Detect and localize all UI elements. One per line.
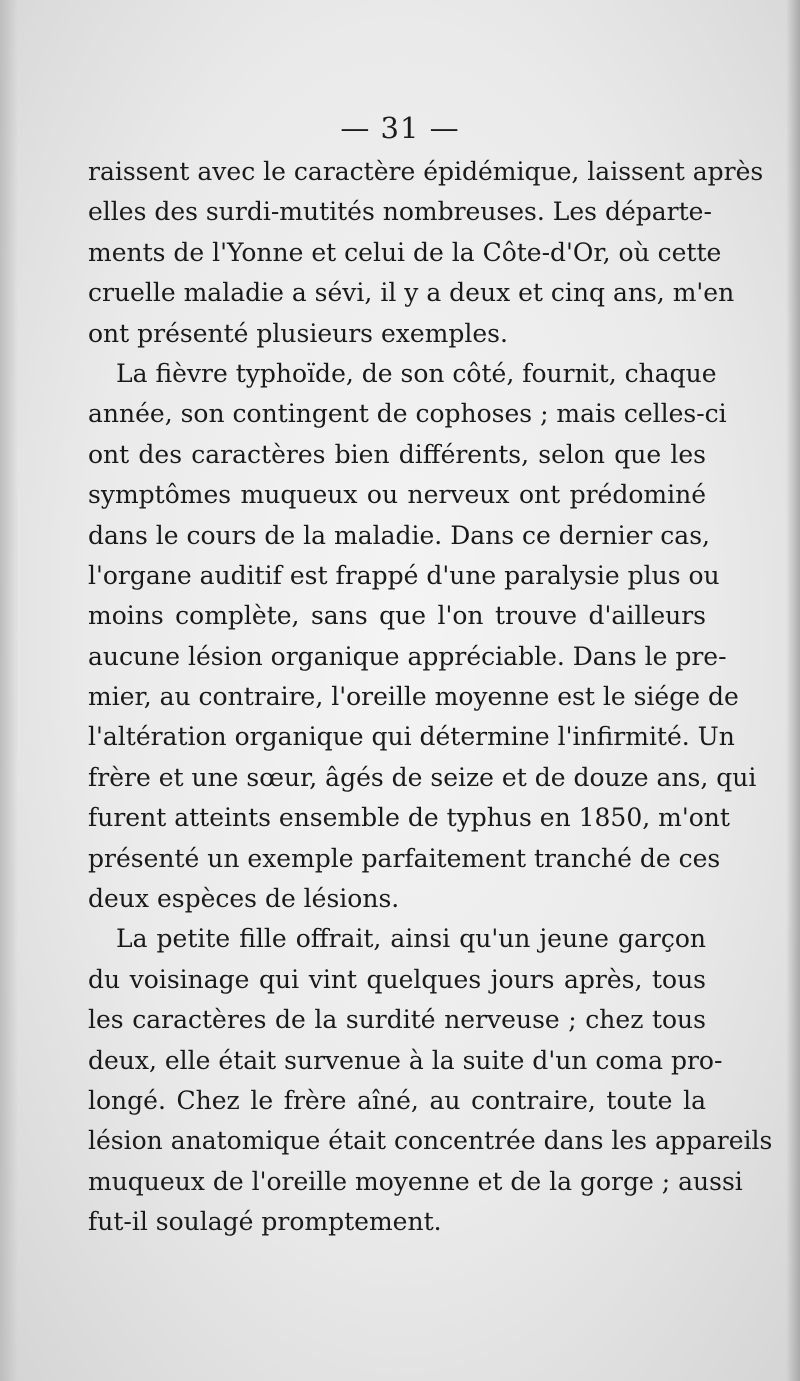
page-edge-shadow-left	[0, 0, 18, 1381]
body-text	[88, 152, 773, 1243]
text-line: longé. Chez le frère aîné, au contraire, toute la	[88, 1085, 706, 1115]
text-line: l'organe auditif est frappé d'une paralysie plus ou	[88, 560, 720, 590]
text-line: frère et une sœur, âgés de seize et de douze ans, qui	[88, 762, 757, 792]
text-line: ont des caractères bien différents, selon que les	[88, 439, 706, 469]
text-line: deux, elle était survenue à la suite d'un coma pro-	[88, 1045, 723, 1075]
text-line: présenté un exemple parfaitement tranché de ces	[88, 843, 721, 873]
text-line: elles des surdi-mutités nombreuses. Les départe-	[88, 197, 712, 227]
text-line: année, son contingent de cophoses ; mais celles-ci	[88, 399, 727, 429]
text-line: furent atteints ensemble de typhus en 1850, m'ont	[88, 803, 730, 833]
text-line: ments de l'Yonne et celui de la Côte-d'Or, où cette	[88, 237, 722, 267]
text-line: La petite fille offrait, ainsi qu'un jeune garçon	[116, 924, 706, 954]
text-line: fut-il soulagé promptement.	[88, 1207, 442, 1237]
text-line: les caractères de la surdité nerveuse ; chez tous	[88, 1005, 706, 1035]
text-line: dans le cours de la maladie. Dans ce dernier cas,	[88, 520, 710, 550]
text-line: aucune lésion organique appréciable. Dans le pre-	[88, 641, 727, 671]
page-number: — 31 —	[340, 111, 460, 145]
text-line: La fièvre typhoïde, de son côté, fournit, chaque	[116, 358, 717, 388]
text-line: lésion anatomique était concentrée dans les appareils	[88, 1126, 773, 1156]
text-line: ont présenté plusieurs exemples.	[88, 318, 508, 348]
text-line: l'altération organique qui détermine l'infirmité. Un	[88, 722, 735, 752]
text-line: du voisinage qui vint quelques jours après, tous	[88, 964, 706, 994]
text-line: raissent avec le caractère épidémique, laissent après	[88, 157, 764, 186]
text-line: symptômes muqueux ou nerveux ont prédominé	[88, 480, 706, 510]
text-line: deux espèces de lésions.	[88, 884, 400, 914]
page-edge-shadow-right	[786, 0, 800, 1381]
text-line: moins complète, sans que l'on trouve d'ailleurs	[88, 601, 706, 631]
text-line: mier, au contraire, l'oreille moyenne est le siége de	[88, 682, 739, 712]
text-line: cruelle maladie a sévi, il y a deux et cinq ans, m'en	[88, 278, 735, 308]
text-line: muqueux de l'oreille moyenne et de la gorge ; aussi	[88, 1166, 743, 1196]
